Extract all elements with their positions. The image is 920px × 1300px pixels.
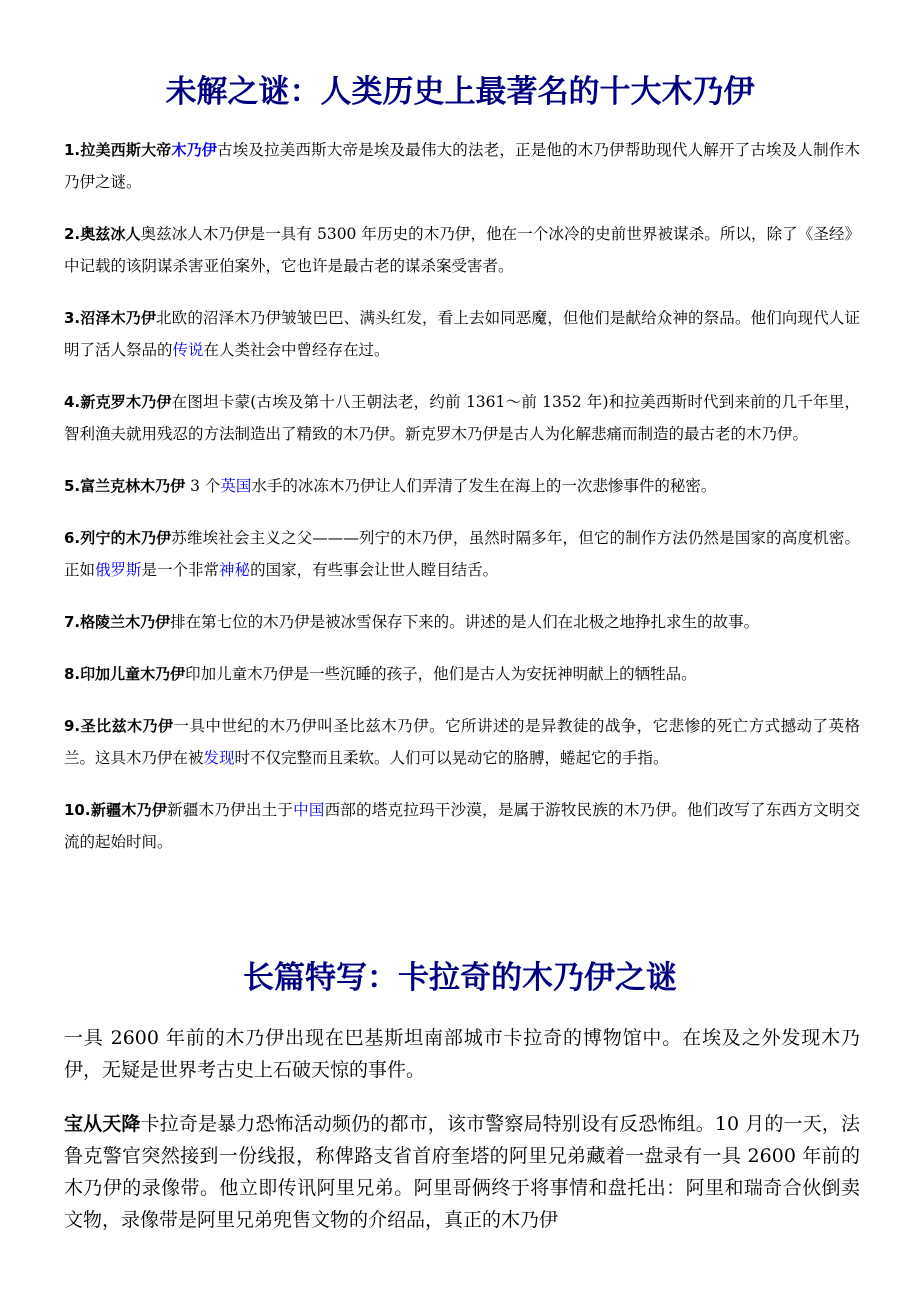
list-item-1	[64, 134, 860, 198]
item-number: 1.	[64, 141, 81, 159]
china-link[interactable]: 中国	[293, 801, 325, 819]
britain-link[interactable]: 英国	[220, 477, 252, 495]
discovery-link[interactable]: 发现	[203, 749, 235, 767]
section-text: 卡拉奇是暴力恐怖活动频仍的都市，该市警察局特别设有反恐怖组。10 月的一天，法鲁克警官突然接到一份线报，称俾路支省首府奎塔的阿里兄弟藏着一盘录有一具 2600 年前的木乃伊的录像带。他立即传讯阿里兄弟。阿里哥俩终于将事情和盘托出：阿里和瑞奇合伙倒卖文物，录像带是阿里兄弟兜售文物的介绍品，真正的木乃伊	[64, 1113, 860, 1231]
item-heading: 列宁的木乃伊	[80, 529, 172, 547]
item-heading: 新克罗木乃伊	[80, 393, 172, 411]
item-heading: 印加儿童木乃伊	[80, 665, 186, 683]
item-text: 在人类社会中曾经存在过。	[203, 341, 390, 359]
item-text: 新疆木乃伊出土于	[167, 801, 294, 819]
item-heading: 圣比兹木乃伊	[80, 717, 174, 735]
item-number: 3.	[64, 309, 81, 327]
list-item-3	[64, 302, 860, 366]
item-text: 印加儿童木乃伊是一些沉睡的孩子，他们是古人为安抚神明献上的牺牲品。	[185, 665, 697, 683]
item-text: 是一个非常	[141, 561, 220, 579]
item-number: 8.	[64, 665, 81, 683]
article-section	[64, 1108, 860, 1236]
item-heading: 格陵兰木乃伊	[80, 613, 171, 631]
item-text: 奥兹冰人木乃伊是一具有 5300 年历史的木乃伊，他在一个冰冷的史前世界被谋杀。所以，除了《圣经》中记载的该阴谋杀害亚伯案外，它也许是最古老的谋杀案受害者。	[64, 225, 860, 275]
item-text: 古埃及拉美西斯大帝是埃及最伟大的法老，正是他的木乃伊帮助现代人解开了古埃及人制作木乃伊之谜。	[64, 141, 860, 191]
legend-link[interactable]: 传说	[172, 341, 204, 359]
item-text: 在图坦卡蒙(古埃及第十八王朝法老，约前 1361～前 1352 年)和拉美西斯时代到来前的几千年里，智利渔夫就用残忍的方法制造出了精致的木乃伊。新克罗木乃伊是古人为化解悲痛而制造的最古老的木乃伊。	[64, 393, 860, 443]
list-item-4	[64, 386, 860, 450]
item-text: 的国家，有些事会让世人瞠目结舌。	[250, 561, 499, 579]
item-heading: 沼泽木乃伊	[80, 309, 157, 327]
russia-link[interactable]: 俄罗斯	[95, 561, 142, 579]
page-title: 未解之谜：人类历史上最著名的十大木乃伊	[165, 74, 755, 110]
item-heading: 富兰克林木乃伊	[80, 477, 186, 495]
mystery-link[interactable]: 神秘	[219, 561, 251, 579]
item-number: 2.	[64, 225, 81, 243]
mummy-link[interactable]: 木乃伊	[171, 141, 218, 159]
list-item-5	[64, 470, 860, 502]
mummy-list	[64, 134, 860, 878]
list-item-8	[64, 658, 860, 690]
item-text: 水手的冰冻木乃伊让人们弄清了发生在海上的一次悲惨事件的秘密。	[251, 477, 717, 495]
item-text: 北欧的沼泽木乃伊皱皱巴巴、满头红发，看上去如同恶魔，但他们是献给众神的祭品。他们向现代人证明了活人祭品的	[64, 309, 860, 359]
list-item-2	[64, 218, 860, 282]
item-number: 9.	[64, 717, 81, 735]
item-number: 5.	[64, 477, 81, 495]
section-heading: 宝从天降	[64, 1113, 141, 1135]
item-text: 时不仅完整而且柔软。人们可以晃动它的胳膊，蜷起它的手指。	[234, 749, 669, 767]
item-number: 6.	[64, 529, 81, 547]
article-intro: 一具 2600 年前的木乃伊出现在巴基斯坦南部城市卡拉奇的博物馆中。在埃及之外发现木乃伊，无疑是世界考古史上石破天惊的事件。	[64, 1027, 860, 1081]
item-number: 10.	[64, 801, 91, 819]
item-heading: 新疆木乃伊	[90, 801, 168, 819]
item-number: 7.	[64, 613, 81, 631]
list-item-10	[64, 794, 860, 858]
item-heading: 奥兹冰人	[80, 225, 141, 243]
list-item-6	[64, 522, 860, 586]
item-heading: 拉美西斯大帝	[80, 141, 172, 159]
item-text: 苏维埃社会主义之父———列宁的木乃伊，虽然时隔多年，但它的制作方法仍然是国家的高度机密。正如	[64, 529, 860, 579]
item-text: 3 个	[185, 477, 221, 495]
section-title: 长篇特写：卡拉奇的木乃伊之谜	[243, 960, 677, 996]
list-item-9	[64, 710, 860, 774]
item-text: 一具中世纪的木乃伊叫圣比兹木乃伊。它所讲述的是异教徒的战争，它悲惨的死亡方式撼动了英格兰。这具木乃伊在被	[64, 717, 860, 767]
list-item-7	[64, 606, 860, 638]
item-text: 排在第七位的木乃伊是被冰雪保存下来的。讲述的是人们在北极之地挣扎求生的故事。	[170, 613, 760, 631]
item-number: 4.	[64, 393, 81, 411]
feature-article	[64, 1022, 860, 1258]
item-text: 西部的塔克拉玛干沙漠，是属于游牧民族的木乃伊。他们改写了东西方文明交流的起始时间。	[64, 801, 860, 851]
